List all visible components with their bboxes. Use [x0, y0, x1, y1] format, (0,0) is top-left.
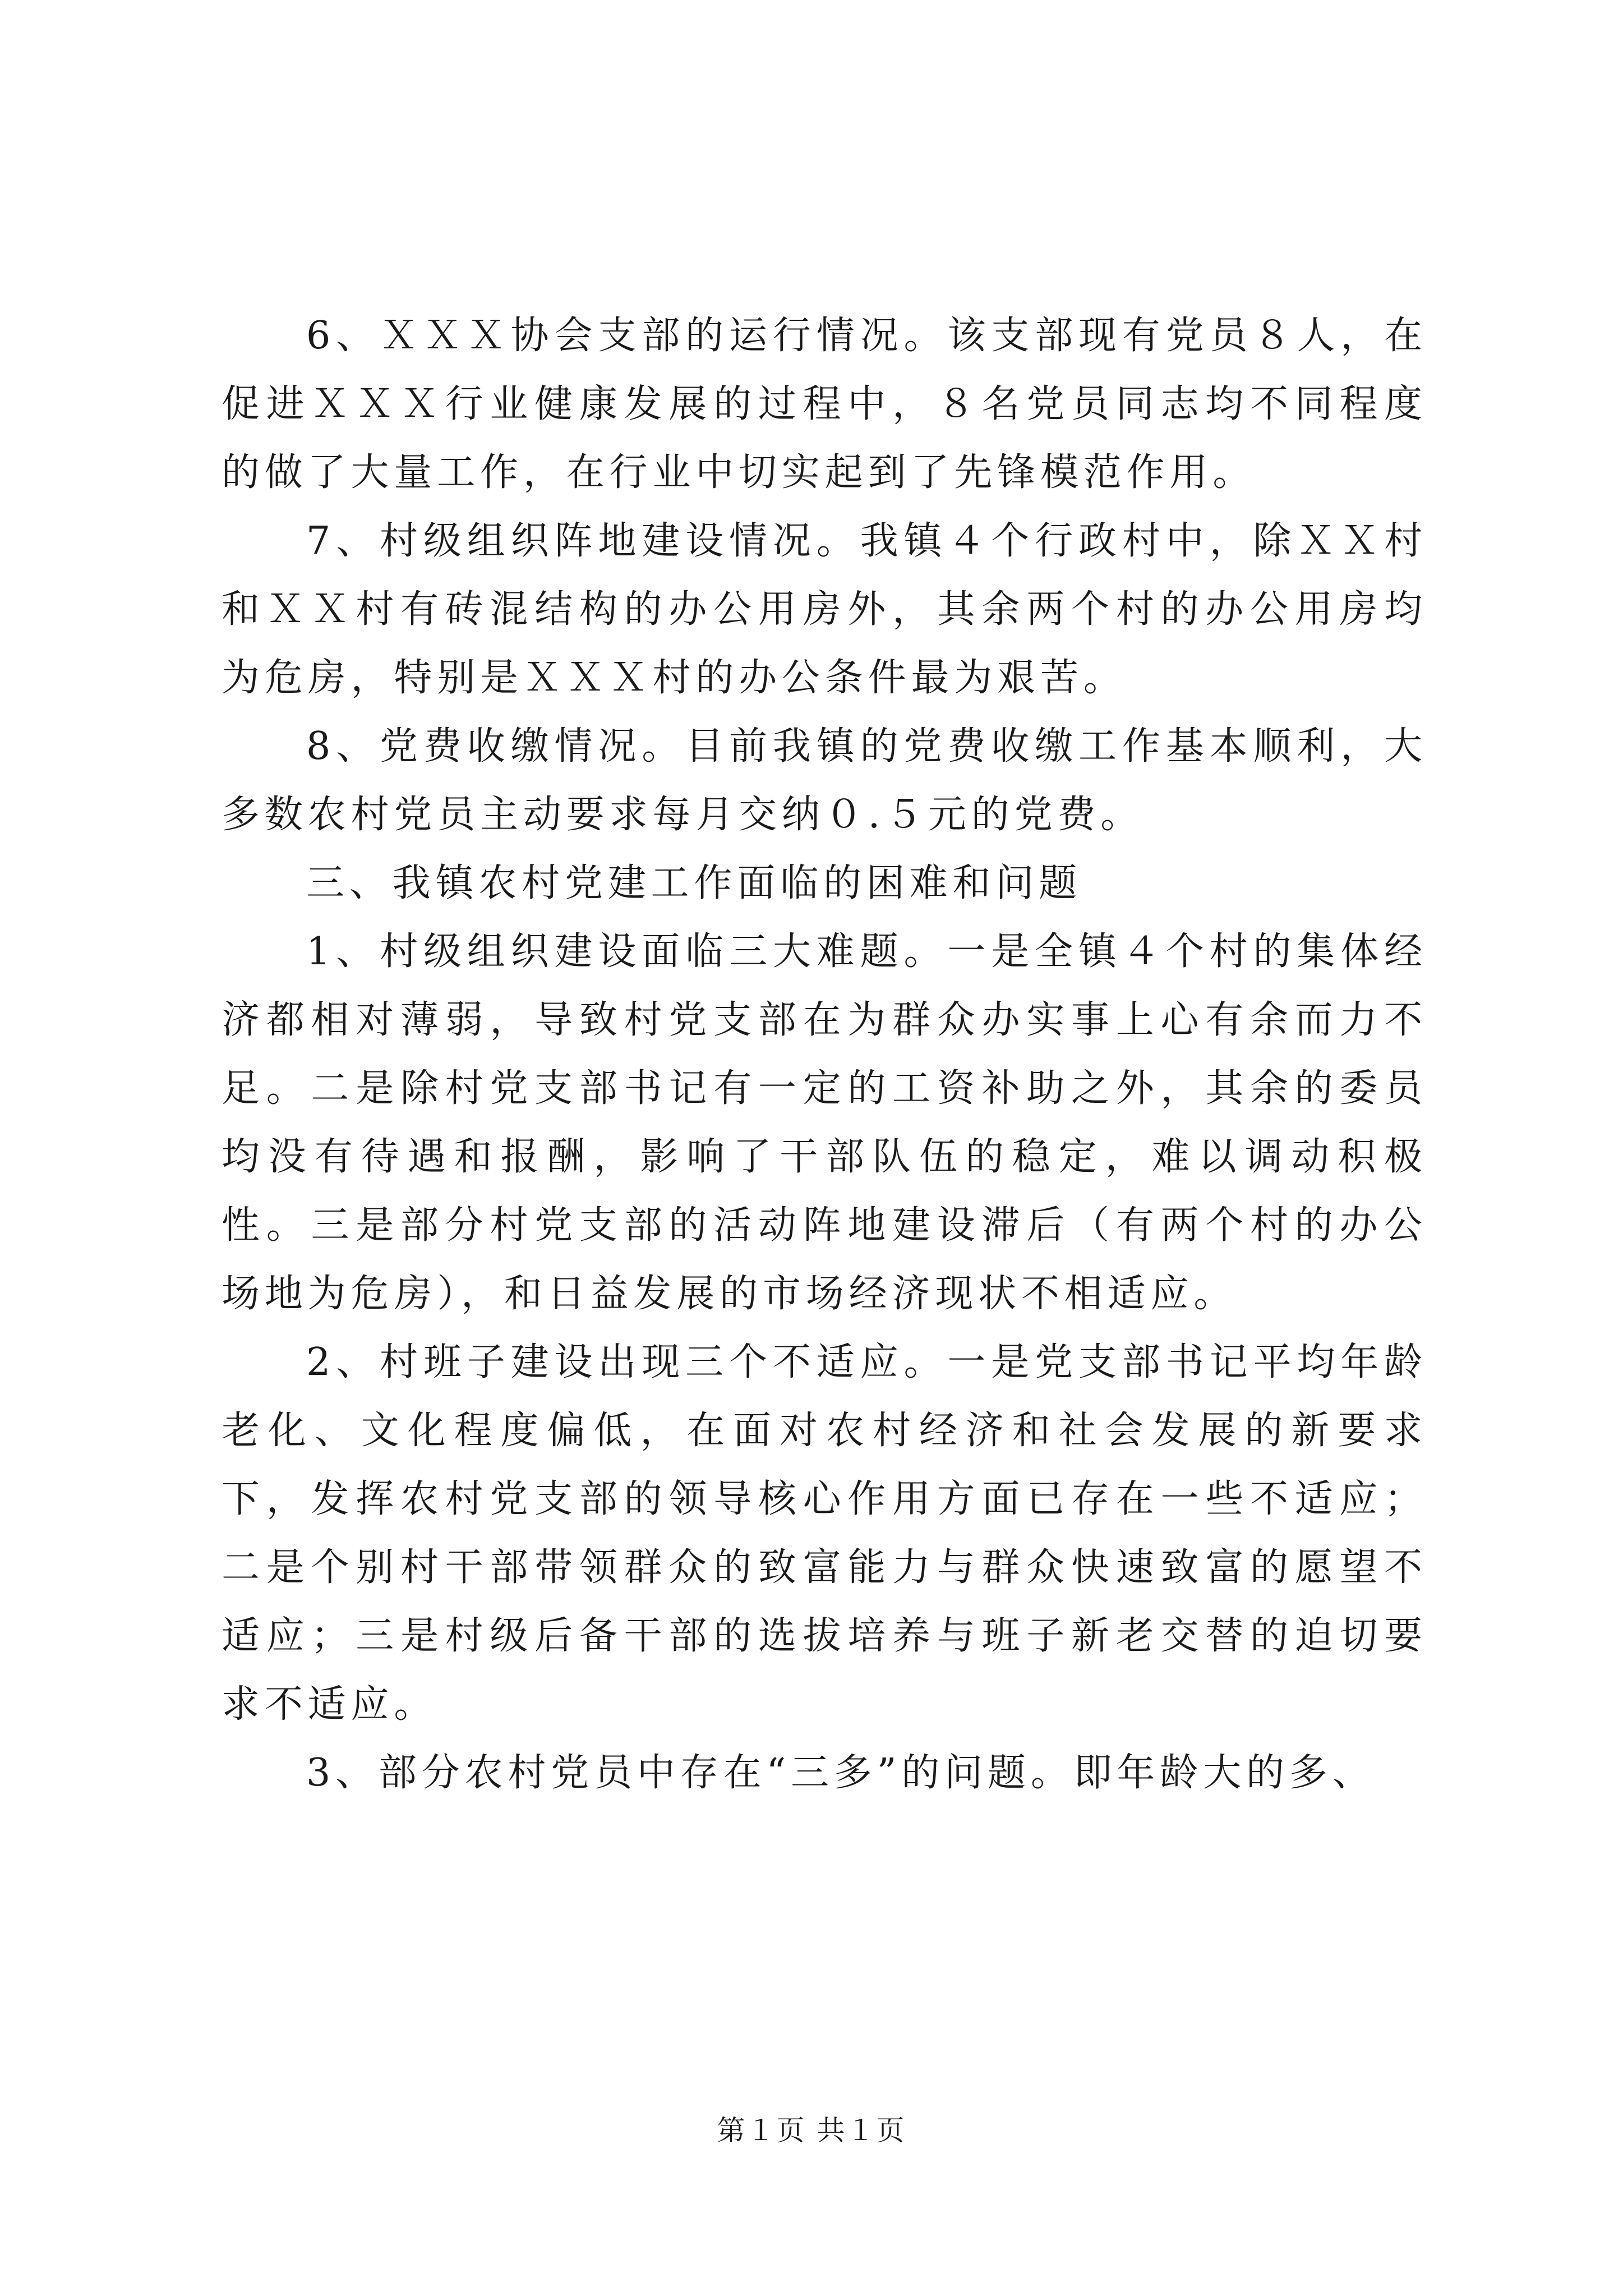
paragraph-3-2: 2、村班子建设出现三个不适应。一是党支部书记平均年龄老化、文化程度偏低，在面对农村经济和社会发展的新要求下，发挥农村党支部的领导核心作用方面已存在一些不适应；二是个别村干部带领群众的致富能力与群众快速致富的愿望不适应；三是村级后备干部的选拔培养与班子新老交替的迫切要求不适应。	[222, 1340, 1427, 1727]
document-body	[222, 302, 1427, 1807]
page-footer: 第１页 共１页	[717, 2114, 906, 2147]
paragraph-3-1: 1、村级组织建设面临三大难题。一是全镇４个村的集体经济都相对薄弱，导致村党支部在为群众办实事上心有余而力不足。二是除村党支部书记有一定的工资补助之外，其余的委员均没有待遇和报酬，影响了干部队伍的稳定，难以调动积极性。三是部分村党支部的活动阵地建设滞后（有两个村的办公场地为危房），和日益发展的市场经济现状不相适应。	[222, 930, 1427, 1316]
paragraph-3-3: 3、部分农村党员中存在“三多”的问题。即年龄大的多、	[306, 1751, 1376, 1795]
paragraph-6: 6、ＸＸＸ协会支部的运行情况。该支部现有党员８人，在促进ＸＸＸ行业健康发展的过程中，８名党员同志均不同程度的做了大量工作，在行业中切实起到了先锋模范作用。	[222, 314, 1427, 495]
section-heading-3: 三、我镇农村党建工作面临的困难和问题	[306, 861, 1082, 905]
paragraph-7: 7、村级组织阵地建设情况。我镇４个行政村中，除ＸＸ村和ＸＸ村有砖混结构的办公用房外，其余两个村的办公用房均为危房，特别是ＸＸＸ村的办公条件最为艰苦。	[222, 519, 1427, 700]
paragraph-8: 8、党费收缴情况。目前我镇的党费收缴工作基本顺利，大多数农村党员主动要求每月交纳０.５元的党费。	[222, 724, 1427, 837]
